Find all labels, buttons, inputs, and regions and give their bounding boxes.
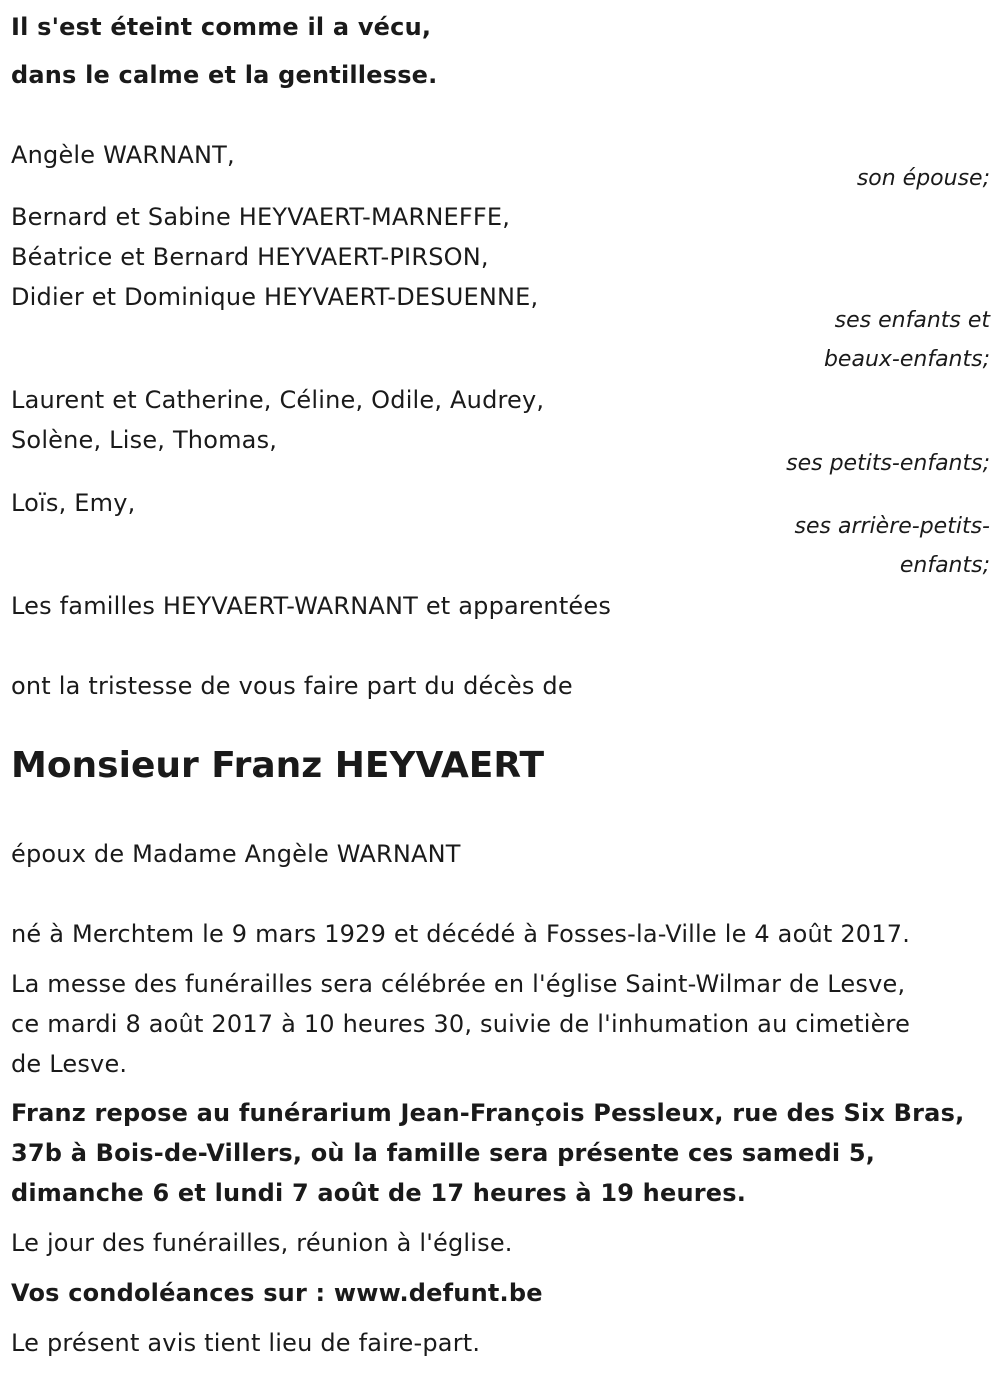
grandchildren-role: ses petits-enfants; xyxy=(786,451,990,476)
announcement: ont la tristesse de vous faire part du décès de xyxy=(11,672,573,700)
condolences-line: Vos condoléances sur : www.defunt.be xyxy=(11,1279,543,1307)
funerarium-line: dimanche 6 et lundi 7 août de 17 heures à 19 heures. xyxy=(11,1179,747,1207)
children-role: beaux-enfants; xyxy=(823,347,990,372)
spouse-name: Angèle WARNANT, xyxy=(11,141,235,169)
deceased-name: Monsieur Franz HEYVAERT xyxy=(11,745,545,786)
grandchild-line: Laurent et Catherine, Céline, Odile, Audrey, xyxy=(11,386,545,414)
notice-line: Le présent avis tient lieu de faire-part. xyxy=(11,1329,481,1357)
mass-line: ce mardi 8 août 2017 à 10 heures 30, suivie de l'inhumation au cimetière xyxy=(11,1010,911,1038)
great-grandchildren: Loïs, Emy, xyxy=(11,489,136,517)
spouse-role: son épouse; xyxy=(856,166,990,191)
intro-line-2: dans le calme et la gentillesse. xyxy=(11,61,438,89)
birth-death: né à Merchtem le 9 mars 1929 et décédé à Fosses-la-Ville le 4 août 2017. xyxy=(11,920,911,948)
children-role: ses enfants et xyxy=(834,308,990,333)
spouse-of: époux de Madame Angèle WARNANT xyxy=(11,840,461,868)
great-grandchildren-role: enfants; xyxy=(899,553,990,578)
intro-line-1: Il s'est éteint comme il a vécu, xyxy=(11,13,432,41)
mass-line: La messe des funérailles sera célébrée en l'église Saint-Wilmar de Lesve, xyxy=(11,970,906,998)
great-grandchildren-role: ses arrière-petits- xyxy=(794,514,990,539)
grandchild-line: Solène, Lise, Thomas, xyxy=(11,426,278,454)
child-line: Béatrice et Bernard HEYVAERT-PIRSON, xyxy=(11,243,489,271)
mass-line: de Lesve. xyxy=(11,1050,128,1078)
funerarium-line: 37b à Bois-de-Villers, où la famille sera présente ces samedi 5, xyxy=(11,1139,876,1167)
child-line: Didier et Dominique HEYVAERT-DESUENNE, xyxy=(11,283,539,311)
funerarium-line: Franz repose au funérarium Jean-François Pessleux, rue des Six Bras, xyxy=(11,1099,965,1127)
meeting-line: Le jour des funérailles, réunion à l'église. xyxy=(11,1229,513,1257)
child-line: Bernard et Sabine HEYVAERT-MARNEFFE, xyxy=(11,203,511,231)
families-line: Les familles HEYVAERT-WARNANT et apparentées xyxy=(11,592,612,620)
